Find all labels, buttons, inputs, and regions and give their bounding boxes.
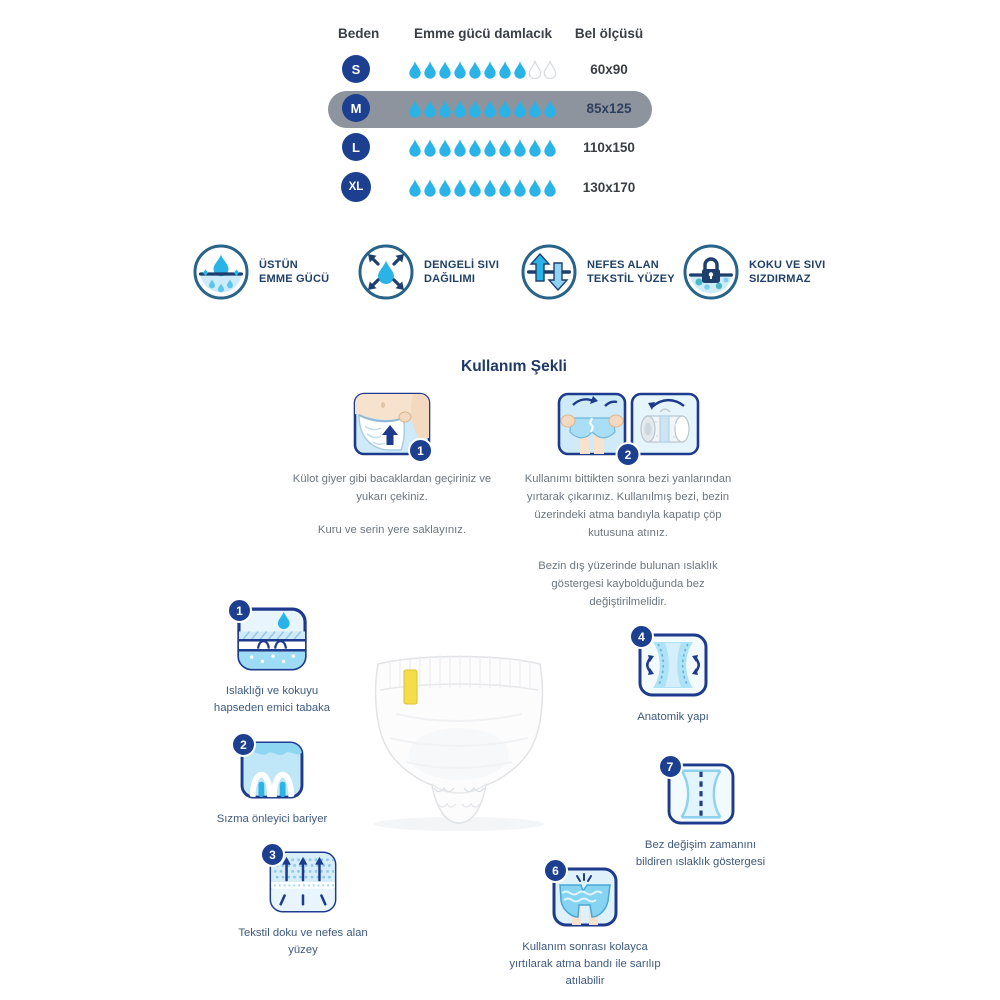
feature-caption: Tekstil doku ve nefes alan yüzey xyxy=(238,927,368,956)
waist-value-m: 85x125 xyxy=(586,101,632,116)
benefit-label: DENGELİ SIVI DAĞILIMI xyxy=(424,258,500,285)
droplet-filled-icon xyxy=(423,138,437,157)
feature-caption: Anatomik yapı xyxy=(637,711,709,723)
droplet-filled-icon xyxy=(468,99,482,118)
droplet-filled-icon xyxy=(438,138,452,157)
step-1-text: Külot giyer gibi bacaklardan geçiriniz ve yukarı çekiniz. xyxy=(292,473,492,504)
droplet-filled-icon xyxy=(423,60,437,79)
droplet-filled-icon xyxy=(423,99,437,118)
droplet-filled-icon xyxy=(453,60,467,79)
feature-caption: Sızma önleyici bariyer xyxy=(216,813,328,825)
droplet-filled-icon xyxy=(408,138,422,157)
droplet-rating-xl xyxy=(408,178,562,197)
step-number-badge: 2 xyxy=(616,442,641,467)
feature-number-badge: 3 xyxy=(260,842,285,867)
droplet-filled-icon xyxy=(543,99,557,118)
usage-step-1 xyxy=(278,392,506,539)
waist-value-s: 60x90 xyxy=(590,62,628,77)
pull-up-illustration xyxy=(353,392,431,461)
size-badge-xl: XL xyxy=(341,172,371,202)
droplet-filled-icon xyxy=(468,60,482,79)
feature-number-badge: 1 xyxy=(227,598,252,623)
droplet-filled-icon xyxy=(513,60,527,79)
droplet-empty-icon xyxy=(528,60,542,79)
droplet-filled-icon xyxy=(483,60,497,79)
liquid-distribution-icon xyxy=(357,243,415,301)
droplet-filled-icon xyxy=(438,99,452,118)
droplet-filled-icon xyxy=(513,99,527,118)
droplet-rating-m xyxy=(408,99,562,118)
droplet-filled-icon xyxy=(408,178,422,197)
feature-wetness-indicator xyxy=(628,759,773,871)
benefit-distribution xyxy=(357,243,499,301)
benefit-label: KOKU VE SIVI SIZDIRMAZ xyxy=(749,258,826,285)
step-1-note: Kuru ve serin yere saklayınız. xyxy=(317,524,467,537)
droplet-filled-icon xyxy=(528,178,542,197)
droplet-filled-icon xyxy=(438,178,452,197)
feature-number-badge: 6 xyxy=(543,858,568,883)
benefit-leakproof xyxy=(682,243,825,301)
droplet-empty-icon xyxy=(543,60,557,79)
step-2-note: Bezin dış yüzerinde bulunan ıslaklık göstergesi kaybolduğunda bez değiştirilmelidir. xyxy=(538,560,718,609)
droplet-filled-icon xyxy=(543,178,557,197)
droplet-filled-icon xyxy=(453,178,467,197)
feature-anatomic-shape xyxy=(608,629,738,726)
usage-title: Kullanım Şekli xyxy=(461,357,567,375)
droplet-filled-icon xyxy=(408,99,422,118)
feature-number-badge: 4 xyxy=(629,624,654,649)
droplet-filled-icon xyxy=(453,99,467,118)
droplet-filled-icon xyxy=(438,60,452,79)
col-header-size: Beden xyxy=(338,26,380,41)
col-header-waist: Bel ölçüsü xyxy=(574,26,644,41)
droplet-filled-icon xyxy=(408,60,422,79)
product-photo xyxy=(346,634,572,834)
col-header-absorbency: Emme gücü damlacık xyxy=(413,26,553,41)
feature-caption: Kullanım sonrası kolayca yırtılarak atma bandı ile sarılıp atılabilir xyxy=(509,941,661,987)
droplet-filled-icon xyxy=(513,178,527,197)
odor-lock-icon xyxy=(682,243,740,301)
feature-textile-surface xyxy=(233,847,373,959)
size-badge-l: L xyxy=(342,133,370,161)
size-badge-s: S xyxy=(342,55,370,83)
droplet-filled-icon xyxy=(528,99,542,118)
droplet-rating-s xyxy=(408,60,562,79)
feature-number-badge: 2 xyxy=(231,732,256,757)
feature-tear-off xyxy=(500,863,670,990)
step-number-badge: 1 xyxy=(408,438,433,463)
waist-value-l: 110x150 xyxy=(583,140,635,155)
droplet-filled-icon xyxy=(468,178,482,197)
droplet-filled-icon xyxy=(483,99,497,118)
droplet-filled-icon xyxy=(498,99,512,118)
droplet-filled-icon xyxy=(498,178,512,197)
droplet-filled-icon xyxy=(483,138,497,157)
droplet-filled-icon xyxy=(543,138,557,157)
step-2-text: Kullanımı bittikten sonra bezi yanlarından yırtarak çıkarınız. Kullanılmış bezi, bezin üzerindeki atma bandıyla kapatıp çöp kutusuna atınız. xyxy=(524,473,732,540)
feature-absorbent-core xyxy=(205,603,339,717)
waist-value-xl: 130x170 xyxy=(582,180,636,195)
rolled-diaper-icon xyxy=(630,392,700,456)
feature-caption: Bez değişim zamanını bildiren ıslaklık göstergesi xyxy=(635,839,766,868)
absorbency-icon xyxy=(192,243,250,301)
droplet-filled-icon xyxy=(498,138,512,157)
size-badge-m: M xyxy=(342,94,370,122)
droplet-filled-icon xyxy=(513,138,527,157)
benefit-label: ÜSTÜN EMME GÜCÜ xyxy=(259,258,330,285)
droplet-filled-icon xyxy=(423,178,437,197)
droplet-filled-icon xyxy=(528,138,542,157)
feature-number-badge: 7 xyxy=(658,754,683,779)
disposal-illustration xyxy=(557,392,700,461)
benefit-breathable xyxy=(520,243,675,301)
usage-step-2 xyxy=(523,392,733,611)
feature-caption: Islaklığı ve kokuyu hapseden emici tabaka xyxy=(213,685,331,714)
tear-sides-icon xyxy=(557,392,627,456)
feature-leak-barrier xyxy=(205,737,339,828)
droplet-rating-l xyxy=(408,138,562,157)
breathable-textile-icon xyxy=(520,243,578,301)
droplet-filled-icon xyxy=(468,138,482,157)
droplet-filled-icon xyxy=(453,138,467,157)
benefit-label: NEFES ALAN TEKSTİL YÜZEY xyxy=(587,258,675,285)
droplet-filled-icon xyxy=(483,178,497,197)
droplet-filled-icon xyxy=(498,60,512,79)
benefit-absorbency xyxy=(192,243,329,301)
